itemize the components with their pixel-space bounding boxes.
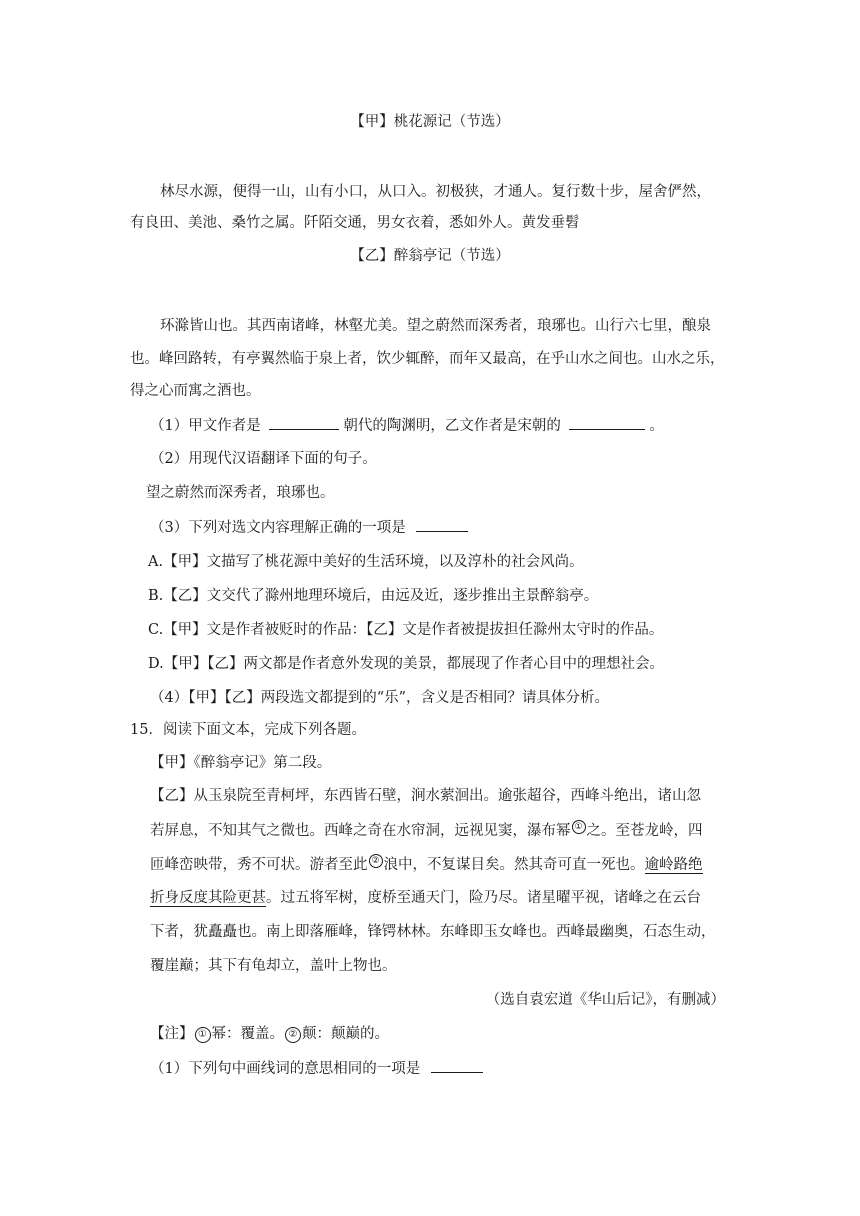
footnote-marker: ① xyxy=(195,1027,211,1043)
annotation-note xyxy=(150,1024,389,1044)
passage-text: 之。至苍龙岭，四 xyxy=(586,823,703,839)
passage-yi-line: 覆崖巅；其下有龟却立，盖叶上物也。 xyxy=(150,958,397,974)
question-text: 。 xyxy=(649,418,664,434)
question-text: （1）下列句中画线词的意思相同的一项是 xyxy=(150,1061,421,1077)
passage-text: 。过五将军树，度桥至通天门，险乃尽。诸星曜平视，诸峰之在云台 xyxy=(266,890,701,906)
passage-text: 若屏息，不知其气之微也。西峰之奇在水帘洞，远视见窦，瀑布幂 xyxy=(150,823,571,839)
passage-yi-line xyxy=(150,888,701,908)
passage-yi-line: 得之心而寓之酒也。 xyxy=(130,383,261,399)
option-a[interactable]: A.【甲】文描写了桃花源中美好的生活环境，以及淳朴的社会风尚。 xyxy=(148,554,584,570)
option-b[interactable]: B.【乙】文交代了滁州地理环境后，由远及近，逐步推出主景醉翁亭。 xyxy=(148,588,599,604)
passage-yi-line: 【乙】从玉泉院至青柯坪，东西皆石壁，涧水萦洄出。逾张超谷，西峰斗绝出，诸山忽 xyxy=(150,788,701,804)
underlined-phrase: 逾岭路绝 xyxy=(644,857,703,873)
passage-jia-ref: 【甲】《醉翁亭记》第二段。 xyxy=(150,755,332,771)
answer-blank[interactable] xyxy=(569,415,645,430)
underlined-phrase: 折身反度其险更甚 xyxy=(150,890,266,906)
passage-jia-title: 【甲】桃花源记（节选） xyxy=(350,114,510,130)
note-text: 颠：颠巅的。 xyxy=(302,1026,389,1042)
question-text: （1）甲文作者是 xyxy=(150,418,261,434)
passage-yi-line: 环滁皆山也。其西南诸峰，林壑尤美。望之蔚然而深秀者，琅琊也。山行六七里，酿泉 xyxy=(160,318,711,334)
question-text: （3）下列对选文内容理解正确的一项是 xyxy=(150,520,406,536)
note-text: 幂：覆盖。 xyxy=(211,1026,284,1042)
question-4: （4）【甲】【乙】两段选文都提到的“乐”，含义是否相同？请具体分析。 xyxy=(150,690,610,706)
passage-text: 匝峰峦映带，秀不可状。游者至此 xyxy=(150,857,368,873)
passage-yi-line: 也。峰回路转，有亭翼然临于泉上者，饮少辄醉，而年又最高，在乎山水之间也。山水之乐， xyxy=(130,351,725,367)
passage-yi-line: 下者，犹矗矗也。南上即落雁峰，锋锷林林。东峰即玉女峰也。西峰最幽奥，石态生动， xyxy=(150,924,716,940)
passage-text: 浪中，不复谋目矣。然其奇可直一死也。 xyxy=(383,857,645,873)
answer-blank[interactable] xyxy=(416,517,468,532)
question-2: （2）用现代汉语翻译下面的句子。 xyxy=(150,451,377,467)
question-15-1 xyxy=(150,1058,483,1079)
source-citation: （选自袁宏道《华山后记》，有删减） xyxy=(485,992,725,1008)
question-2-sentence: 望之蔚然而深秀者，琅琊也。 xyxy=(146,485,335,501)
note-label: 【注】 xyxy=(150,1026,194,1042)
passage-yi-line xyxy=(150,854,703,875)
question-text: 朝代的陶渊明，乙文作者是宋朝的 xyxy=(343,418,561,434)
footnote-marker: ① xyxy=(572,820,586,834)
passage-yi-title: 【乙】醉翁亭记（节选） xyxy=(350,248,510,264)
option-c[interactable]: C.【甲】文是作者被贬时的作品：【乙】文是作者被提拔担任滁州太守时的作品。 xyxy=(148,622,664,638)
option-d[interactable]: D.【甲】【乙】两文都是作者意外发现的美景，都展现了作者心目中的理想社会。 xyxy=(148,656,664,672)
footnote-marker: ② xyxy=(285,1027,301,1043)
passage-yi-line xyxy=(150,820,703,841)
question-15-intro: 15．阅读下面文本，完成下列各题。 xyxy=(130,722,366,738)
passage-jia-line: 有良田、美池、桑竹之属。阡陌交通，男女衣着，悉如外人。黄发垂髫 xyxy=(130,215,580,231)
answer-blank[interactable] xyxy=(431,1058,483,1073)
footnote-marker: ② xyxy=(369,854,383,868)
passage-jia-line: 林尽水源，便得一山，山有小口，从口入。初极狭，才通人。复行数十步，屋舍俨然， xyxy=(160,184,711,200)
answer-blank[interactable] xyxy=(269,415,339,430)
question-1 xyxy=(150,415,664,436)
question-3 xyxy=(150,517,468,538)
